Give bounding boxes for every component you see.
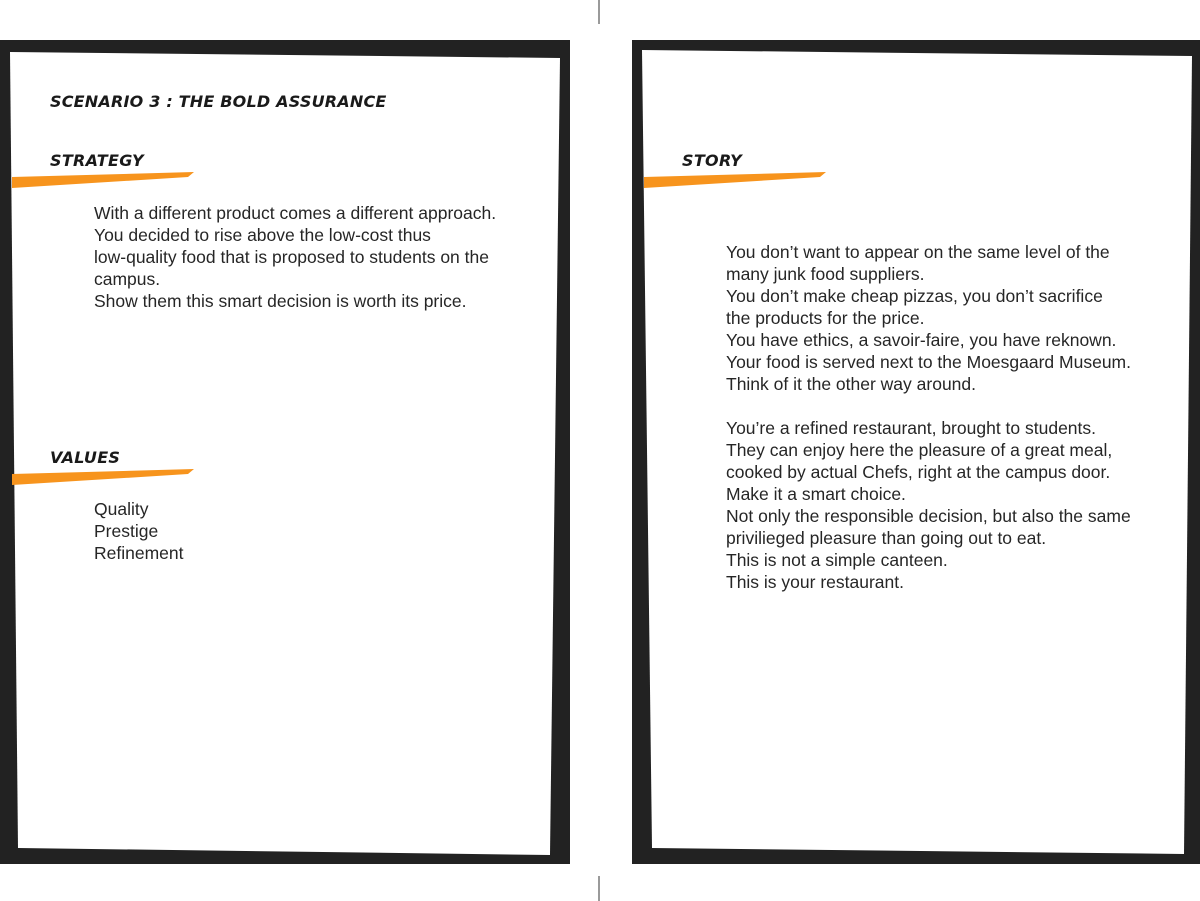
strategy-line: low-quality food that is proposed to students on the (94, 247, 489, 267)
story-line: Make it a smart choice. (726, 484, 906, 504)
card-story (632, 40, 1200, 864)
story-line: the products for the price. (726, 308, 925, 328)
values-list (94, 498, 394, 564)
story-line: You don’t want to appear on the same level of the (726, 242, 1110, 262)
paragraph-gap (726, 395, 1176, 417)
story-line: Think of it the other way around. (726, 374, 976, 394)
value-item: Prestige (94, 521, 159, 541)
story-line: This is your restaurant. (726, 572, 904, 592)
story-line: privilieged pleasure than going out to eat. (726, 528, 1047, 548)
story-line: You’re a refined restaurant, brought to students. (726, 418, 1097, 438)
story-line: Your food is served next to the Moesgaard Museum. (726, 352, 1131, 372)
story-accent-stroke (644, 172, 828, 188)
fold-mark-top (598, 0, 600, 24)
fold-mark-bottom (598, 876, 600, 901)
strategy-line: You decided to rise above the low-cost thus (94, 225, 431, 245)
values-heading: VALUES (50, 448, 121, 467)
story-line: This is not a simple canteen. (726, 550, 948, 570)
value-item: Quality (94, 499, 149, 519)
story-heading: STORY (682, 151, 742, 170)
value-item: Refinement (94, 543, 184, 563)
story-line: cooked by actual Chefs, right at the campus door. (726, 462, 1111, 482)
strategy-line: campus. (94, 269, 161, 289)
story-line: Not only the responsible decision, but also the same (726, 506, 1131, 526)
story-text (726, 241, 1176, 593)
story-line: many junk food suppliers. (726, 264, 925, 284)
strategy-text (94, 202, 544, 312)
story-line: You don’t make cheap pizzas, you don’t sacrifice (726, 286, 1103, 306)
scenario-title: SCENARIO 3 : THE BOLD ASSURANCE (50, 92, 387, 111)
strategy-accent-stroke (12, 172, 196, 188)
story-line: You have ethics, a savoir-faire, you have reknown. (726, 330, 1117, 350)
strategy-line: Show them this smart decision is worth its price. (94, 291, 467, 311)
story-line: They can enjoy here the pleasure of a great meal, (726, 440, 1113, 460)
strategy-heading: STRATEGY (50, 151, 144, 170)
card-scenario (0, 40, 570, 864)
values-accent-stroke (12, 469, 196, 485)
strategy-line: With a different product comes a different approach. (94, 203, 497, 223)
